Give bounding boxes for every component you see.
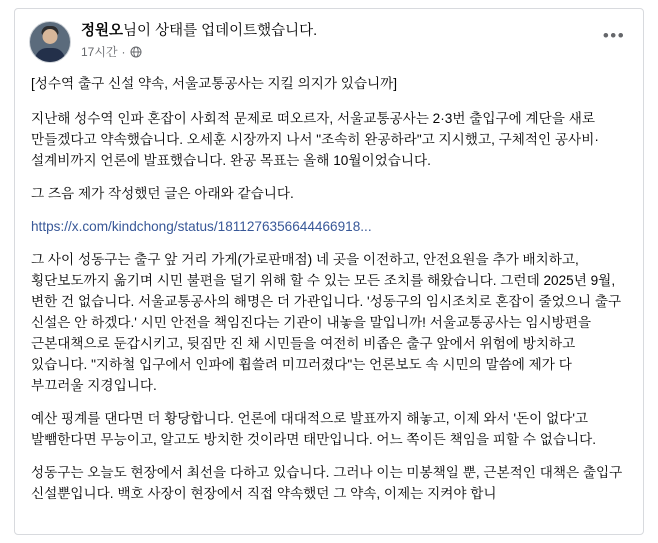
more-options-button[interactable]: •••: [602, 26, 626, 45]
avatar-face: [43, 29, 58, 44]
post-header: [15, 9, 643, 67]
post-author-suffix: 님이 상태를 업데이트했습니다.: [123, 23, 318, 39]
post-timestamp[interactable]: 17시간: [81, 45, 118, 59]
avatar-body: [35, 48, 65, 63]
post-paragraph-4: 예산 핑계를 댄다면 더 황당합니다. 언론에 대대적으로 발표까지 해놓고, 이제 와서 '돈이 없다'고 발뺌한다면 무능이고, 알고도 방치한 것이라면 태만입니다. 어느 쪽이든 책임을 피할 수 없습니다.: [31, 411, 597, 447]
post-paragraph-1: 지난해 성수역 인파 혼잡이 사회적 문제로 떠오르자, 서울교통공사는 2·3번 출입구에 계단을 새로 만들겠다고 약속했습니다. 오세훈 시장까지 나서 "조속히 완공하라"고 지시했고, 구체적인 공사비·설계비까지 언론에 발표했습니다. 완공 목표는 올해 10월이었습니다.: [31, 111, 599, 168]
post-external-link[interactable]: https://x.com/kindchong/status/1811276356644466918...: [31, 219, 372, 234]
post-paragraph-3: 그 사이 성동구는 출구 앞 거리 가게(가로판매점) 네 곳을 이전하고, 안전요원을 추가 배치하고, 횡단보도까지 옮기며 시민 불편을 덜기 위해 할 수 있는 모든 조치를 해왔습니다. 그런데 2025년 9월, 변한 건 없습니다. 서울교통공사의 해명은 더 가관입니다. '성동구의 임시조치로 혼잡이 줄었으니 출구 신설은 안 하겠다.' 시민 안전을 책임진다는 기관이 내놓을 말입니까! 서울교통공사는 임시방편을 근본대책으로 둔갑시키고, 뒷짐만 진 채 시민들을 여전히 비좁은 출구 앞에서 위험에 방치하고 있습니다. "지하철 입구에서 인파에 휩쓸려 미끄러졌다"는 언론보도 속 시민의 말씀에 제가 다 부끄러울 지경입니다.: [31, 252, 622, 393]
post-paragraph-2: 그 즈음 제가 작성했던 글은 아래와 같습니다.: [31, 186, 294, 201]
post-paragraph-5: 성동구는 오늘도 현장에서 최선을 다하고 있습니다. 그러나 이는 미봉책일 뿐, 근본적인 대책은 출입구 신설뿐입니다. 백호 사장이 현장에서 직접 약속했던 그 약속, 이제는 지켜야 합니: [31, 465, 623, 501]
post-meta-separator: ·: [121, 45, 126, 59]
post-card: [14, 8, 644, 535]
post-meta: [81, 45, 599, 59]
post-author-name[interactable]: 정원오: [81, 23, 124, 39]
post-body: [15, 67, 643, 526]
post-header-text: [81, 21, 599, 59]
avatar[interactable]: [29, 21, 71, 63]
globe-icon[interactable]: [130, 46, 142, 58]
post-paragraph-title: [성수역 출구 신설 약속, 서울교통공사는 지킬 의지가 있습니까]: [31, 76, 398, 91]
post-author-line: [81, 22, 599, 41]
